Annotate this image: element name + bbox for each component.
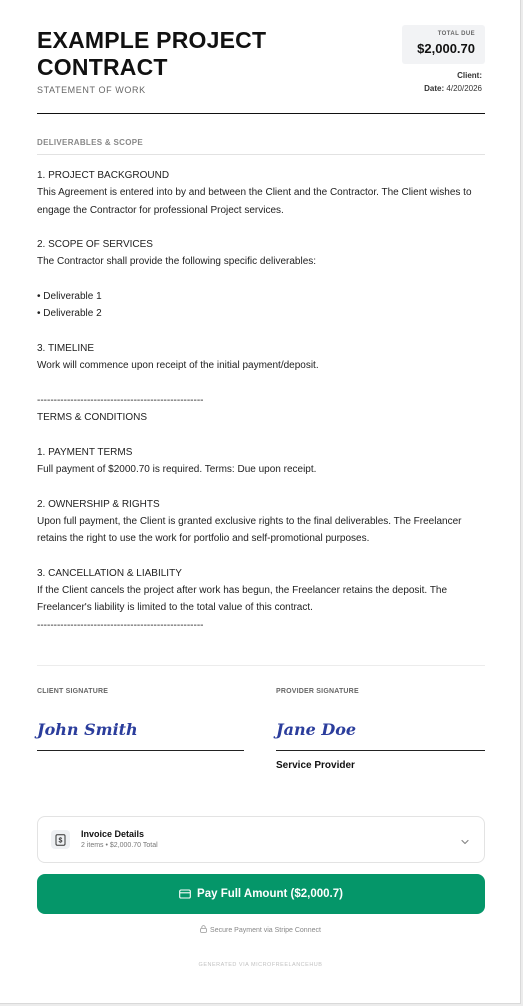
lock-icon	[200, 925, 207, 935]
signature-divider	[37, 665, 485, 666]
secure-payment-text: Secure Payment via Stripe Connect	[210, 926, 321, 934]
provider-role: Service Provider	[276, 760, 355, 771]
client-signature-line	[37, 750, 244, 751]
page-title: EXAMPLE PROJECT CONTRACT	[37, 27, 267, 80]
chevron-down-icon[interactable]	[460, 834, 470, 844]
document-dollar-icon	[51, 830, 70, 849]
scope-section-label: DELIVERABLES & SCOPE	[37, 138, 144, 147]
provider-signature-line	[276, 750, 485, 751]
header-divider	[37, 113, 485, 114]
total-due-box	[402, 25, 485, 64]
provider-signature: Jane Doe	[276, 720, 357, 739]
svg-text:$: $	[58, 837, 63, 845]
total-due-value: $2,000.70	[417, 41, 475, 56]
generated-via-footer: GENERATED VIA MICROFREELANCEHUB	[198, 962, 323, 968]
credit-card-icon	[179, 889, 191, 899]
invoice-details-title: Invoice Details	[81, 829, 145, 839]
provider-signature-label: PROVIDER SIGNATURE	[276, 688, 359, 695]
date-line	[424, 84, 482, 93]
pay-button-label: Pay Full Amount ($2,000.7)	[197, 888, 343, 900]
date-value: 4/20/2026	[446, 84, 482, 93]
total-due-label: TOTAL DUE	[437, 31, 475, 37]
secure-payment-note	[0, 925, 521, 935]
date-label: Date:	[424, 84, 445, 93]
invoice-details-summary: 2 items • $2,000.70 Total	[81, 842, 158, 849]
page-subtitle: STATEMENT OF WORK	[37, 85, 146, 95]
client-signature-label: CLIENT SIGNATURE	[37, 688, 109, 695]
contract-body-text: 1. PROJECT BACKGROUND This Agreement is entered into by and between the Client and the Contractor. The Client wishes to engage the Contractor for professional Project services. 2. SCOPE OF SERVICES The Contractor shall provide the following specific deliverables: • Deliverable 1 • Deliverable 2 3. TIMELINE Work will commence upon receipt of the initial payment/deposit. -------------------------------------------------- TERMS & CONDITIONS 1. PAYMENT TERMS Full payment of $2000.70 is required. Terms: Due upon receipt. 2. OWNERSHIP & RIGHTS Upon full payment, the Client is granted exclusive rights to the final deliverables. The Freelancer retains the right to use the work for portfolio and self-promotional purposes. 3. CANCELLATION & LIABILITY If the Client cancels the project after work has begun, the Freelancer retains the deposit. The Freelancer's liability is limited to the total value of this contract. --------------------------------------------------	[37, 170, 472, 631]
client-signature: John Smith	[37, 720, 138, 739]
pay-full-amount-button[interactable]	[37, 874, 485, 914]
invoice-details-toggle[interactable]	[37, 816, 485, 863]
scope-divider	[37, 154, 485, 155]
client-label: Client:	[457, 71, 482, 80]
